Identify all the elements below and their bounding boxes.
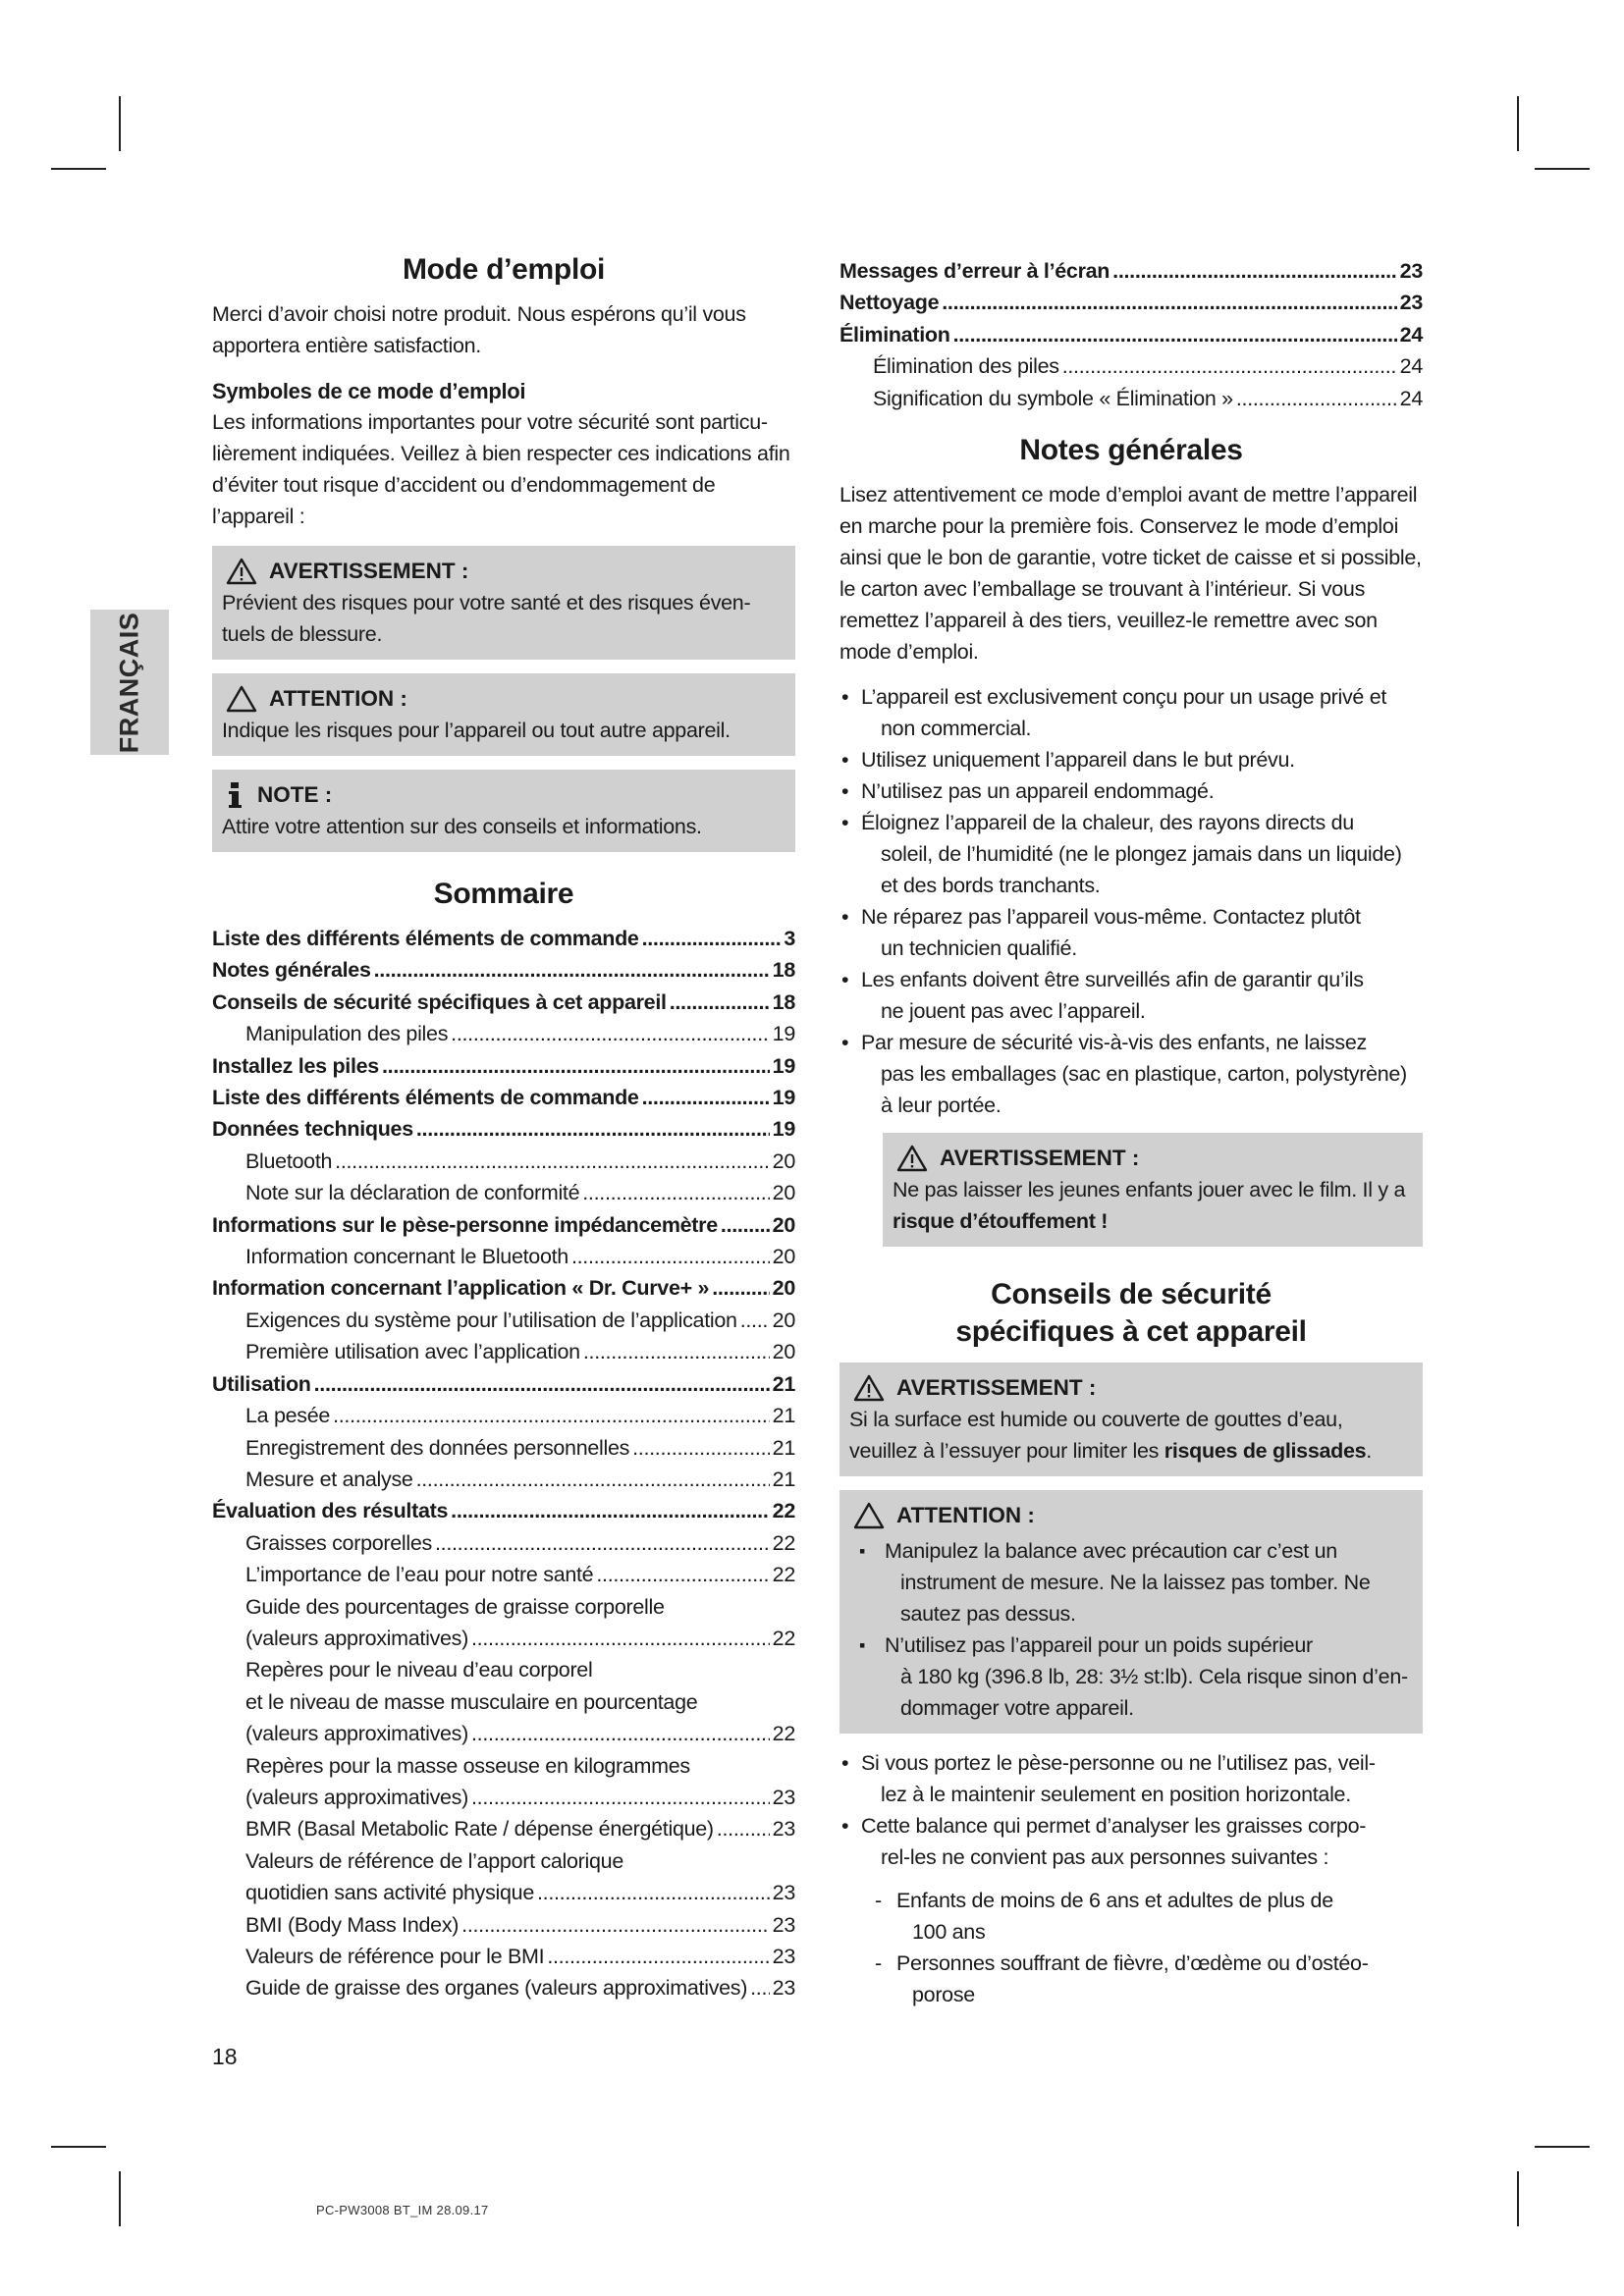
bullet-item-line: soleil, de l’humidité (ne le plongez jamais dans un liquide) bbox=[881, 842, 1402, 867]
bullet-item-line: Éloignez l’appareil de la chaleur, des rayons directs du bbox=[861, 811, 1354, 835]
toc-leader-dots bbox=[451, 1018, 770, 1049]
bullet-item bbox=[839, 1747, 1423, 1810]
safety-list bbox=[839, 1747, 1423, 1873]
footer-code: PC-PW3008 BT_IM 28.09.17 bbox=[316, 2203, 489, 2217]
toc-entry[interactable] bbox=[212, 1972, 795, 2003]
toc-entry-label: Bluetooth bbox=[245, 1148, 333, 1173]
toc-entry[interactable] bbox=[839, 350, 1423, 382]
bullet-item bbox=[839, 1027, 1423, 1121]
toc-entry[interactable] bbox=[212, 987, 795, 1018]
bullet-item-line: L’appareil est exclusivement conçu pour un usage privé et bbox=[861, 685, 1387, 710]
bullet-item-line: rel-les ne convient pas aux personnes suivantes : bbox=[881, 1845, 1329, 1870]
warning-box-film bbox=[883, 1133, 1423, 1247]
warning-emphasis: risque d’étouffement ! bbox=[893, 1209, 1109, 1234]
toc-entry-label: Information concernant l’application « Dr. Curve+ » bbox=[212, 1276, 710, 1301]
caution-item-line: Manipulez la balance avec précaution car c’est un bbox=[885, 1539, 1337, 1564]
toc-leader-dots bbox=[335, 1146, 770, 1177]
bullet-item-line: N’utilisez pas un appareil endommagé. bbox=[861, 779, 1215, 804]
toc-page-number: 21 bbox=[772, 1467, 795, 1491]
crop-mark bbox=[1535, 2146, 1590, 2148]
right-column bbox=[839, 249, 1423, 2010]
caution-item-line: à 180 kg (396.8 lb, 28: 3½ st:lb). Cela risque sinon d’en- bbox=[900, 1665, 1408, 1689]
toc-entry[interactable] bbox=[212, 1050, 795, 1082]
toc-entry[interactable] bbox=[212, 1018, 795, 1049]
toc-entry[interactable] bbox=[839, 383, 1423, 414]
notes-title: Notes générales bbox=[1019, 434, 1243, 467]
crop-mark bbox=[51, 2146, 106, 2148]
caution-item-line: sautez pas dessus. bbox=[900, 1602, 1076, 1627]
toc-entry-label: Notes générales bbox=[212, 958, 371, 983]
toc-entry-label: Messages d’erreur à l’écran bbox=[839, 259, 1110, 283]
language-side-tab bbox=[90, 610, 169, 755]
toc-page-number: 23 bbox=[772, 1945, 795, 1968]
toc-entry[interactable] bbox=[212, 1305, 795, 1336]
toc-page-number: 21 bbox=[772, 1404, 795, 1428]
warning-label: AVERTISSEMENT : bbox=[940, 1146, 1140, 1171]
safety-title-line-2: spécifiques à cet appareil bbox=[955, 1315, 1307, 1349]
table-of-contents bbox=[212, 923, 795, 2004]
page-title: Mode d’emploi bbox=[402, 253, 606, 286]
toc-entry-label: Installez les piles bbox=[212, 1053, 379, 1078]
warning-box bbox=[212, 546, 795, 660]
toc-leader-dots bbox=[1112, 255, 1397, 287]
caution-item bbox=[849, 1629, 1411, 1724]
toc-leader-dots bbox=[632, 1432, 770, 1464]
toc-entry-label: Première utilisation avec l’application bbox=[245, 1340, 580, 1364]
toc-entry-label: Enregistrement des données personnelles bbox=[245, 1435, 630, 1460]
bullet-item-line: à leur portée. bbox=[881, 1094, 1001, 1118]
toc-page-number: 23 bbox=[772, 1881, 795, 1905]
warning-text: Si la surface est humide ou couverte de gouttes d’eau, veuillez à l’essuyer pour limiter les risques de glissades. bbox=[849, 1408, 1372, 1464]
bullet-item-line: pas les emballages (sac en plastique, carton, polystyrène) bbox=[881, 1062, 1407, 1087]
note-text: Attire votre attention sur des conseils et informations. bbox=[222, 815, 702, 838]
toc-leader-dots bbox=[721, 1209, 770, 1241]
toc-entry[interactable] bbox=[212, 1368, 795, 1400]
toc-entry[interactable] bbox=[212, 1623, 795, 1654]
page-number: 18 bbox=[212, 2044, 238, 2069]
toc-leader-dots bbox=[314, 1368, 770, 1400]
toc-entry[interactable] bbox=[212, 1209, 795, 1241]
warning-box-slip bbox=[839, 1362, 1423, 1476]
toc-title: Sommaire bbox=[433, 878, 574, 910]
toc-leader-dots bbox=[461, 1909, 770, 1941]
bullet-item-line: Par mesure de sécurité vis-à-vis des enfants, ne laissez bbox=[861, 1031, 1367, 1055]
caution-box-handling bbox=[839, 1490, 1423, 1734]
crop-mark bbox=[119, 96, 121, 151]
toc-leader-dots bbox=[451, 1495, 770, 1526]
toc-entry[interactable] bbox=[212, 1272, 795, 1304]
toc-page-number: 22 bbox=[772, 1499, 795, 1523]
bullet-item bbox=[839, 901, 1423, 964]
toc-entry-label: (valeurs approximatives) bbox=[245, 1626, 468, 1650]
bullet-item-line: lez à le maintenir seulement en position horizontale. bbox=[881, 1783, 1351, 1807]
toc-page-number: 19 bbox=[772, 1086, 795, 1110]
caution-text: Indique les risques pour l’appareil ou tout autre appareil. bbox=[222, 719, 731, 742]
toc-page-number: 24 bbox=[1399, 386, 1423, 410]
caution-item-line: dommager votre appareil. bbox=[900, 1696, 1134, 1721]
bullet-item-line: un technicien qualifié. bbox=[881, 936, 1077, 961]
note-label: NOTE : bbox=[257, 782, 333, 807]
bullet-item-line: Ne réparez pas l’appareil vous-même. Contactez plutôt bbox=[861, 905, 1361, 930]
dash-item bbox=[873, 1948, 1423, 2010]
warning-label: AVERTISSEMENT : bbox=[896, 1375, 1097, 1401]
crop-mark bbox=[1517, 2171, 1519, 2226]
bullet-item-line: ne jouent pas avec l’appareil. bbox=[881, 999, 1146, 1024]
toc-entry[interactable] bbox=[212, 1782, 795, 1813]
toc-leader-dots bbox=[582, 1177, 769, 1208]
toc-entry-line: et le niveau de masse musculaire en pourcentage bbox=[245, 1689, 698, 1714]
toc-page-number: 20 bbox=[772, 1340, 795, 1364]
toc-page-number: 22 bbox=[772, 1626, 795, 1650]
toc-entry[interactable] bbox=[212, 1113, 795, 1145]
toc-page-number: 20 bbox=[772, 1308, 795, 1332]
caution-triangle-icon bbox=[226, 685, 257, 713]
toc-leader-dots bbox=[471, 1718, 770, 1749]
toc-entry-label: Liste des différents éléments de commande bbox=[212, 1086, 639, 1110]
warning-icon bbox=[226, 558, 257, 585]
toc-entry-label: Information concernant le Bluetooth bbox=[245, 1245, 568, 1269]
toc-page-number: 20 bbox=[772, 1181, 795, 1205]
toc-leader-dots bbox=[642, 923, 782, 954]
caution-list bbox=[849, 1535, 1411, 1724]
toc-leader-dots bbox=[712, 1272, 769, 1304]
warning-emphasis: risques de glissades bbox=[1164, 1439, 1367, 1464]
toc-page-number: 20 bbox=[772, 1245, 795, 1269]
toc-entry[interactable] bbox=[212, 1146, 795, 1177]
toc-leader-dots bbox=[942, 287, 1396, 318]
toc-leader-dots bbox=[670, 987, 770, 1018]
toc-page-number: 22 bbox=[772, 1530, 795, 1555]
warning-icon bbox=[853, 1374, 885, 1402]
toc-entry-label: Conseils de sécurité spécifiques à cet appareil bbox=[212, 989, 667, 1014]
toc-leader-dots bbox=[717, 1813, 770, 1844]
toc-entry-line: Repères pour la masse osseuse en kilogrammes bbox=[245, 1753, 690, 1778]
toc-leader-dots bbox=[642, 1082, 770, 1113]
toc-entry[interactable] bbox=[212, 1527, 795, 1559]
toc-page-number: 24 bbox=[1399, 354, 1423, 379]
table-of-contents-continued bbox=[839, 255, 1423, 414]
toc-page-number: 21 bbox=[772, 1435, 795, 1460]
toc-page-number: 19 bbox=[772, 1022, 795, 1046]
toc-leader-dots bbox=[571, 1241, 770, 1272]
warning-icon bbox=[896, 1145, 928, 1172]
toc-page-number: 18 bbox=[772, 989, 795, 1014]
toc-page-number: 19 bbox=[772, 1053, 795, 1078]
bullet-item bbox=[839, 681, 1423, 744]
caution-item bbox=[849, 1535, 1411, 1629]
toc-entry-label: Liste des différents éléments de commande bbox=[212, 927, 639, 950]
toc-page-number: 22 bbox=[772, 1563, 795, 1587]
toc-entry[interactable] bbox=[212, 954, 795, 986]
toc-entry-label: Graisses corporelles bbox=[245, 1530, 432, 1555]
bullet-item bbox=[839, 775, 1423, 807]
symbols-text: Les informations importantes pour votre sécurité sont particulièrement indiquées. Veillez à bien respecter ces indications afin d’éviter tout risque d’accident ou d’endommagement de l’appareil : bbox=[212, 410, 790, 528]
toc-entry-label: Données techniques bbox=[212, 1117, 413, 1142]
toc-entry-label: Mesure et analyse bbox=[245, 1467, 413, 1491]
toc-entry[interactable] bbox=[212, 1400, 795, 1431]
toc-entry-line: Guide des pourcentages de graisse corporelle bbox=[245, 1594, 665, 1619]
toc-leader-dots bbox=[382, 1050, 770, 1082]
crop-mark bbox=[119, 2171, 121, 2226]
toc-leader-dots bbox=[1062, 350, 1397, 382]
bullet-item-line: non commercial. bbox=[881, 717, 1032, 741]
toc-leader-dots bbox=[333, 1400, 770, 1431]
notes-text: Lisez attentivement ce mode d’emploi avant de mettre l’appareil en marche pour la première fois. Conservez le mode d’emploi ainsi que le bon de garantie, votre ticket de caisse et si possible, le carton avec l’emballage se trouvant à l’intérieur. Si vous remettez l’appareil à des tiers, veuillez-le remettre avec son mode d’emploi. bbox=[839, 483, 1422, 665]
warning-text: Ne pas laisser les jeunes enfants jouer avec le film. Il y a risque d’étouffement ! bbox=[893, 1178, 1406, 1234]
toc-entry-label: Nettoyage bbox=[839, 291, 940, 315]
caution-triangle-icon bbox=[853, 1502, 885, 1529]
toc-entry-label: quotidien sans activité physique bbox=[245, 1881, 534, 1905]
bullet-item bbox=[839, 1810, 1423, 1873]
toc-entry-label: Manipulation des piles bbox=[245, 1022, 449, 1046]
toc-page-number: 23 bbox=[772, 1976, 795, 2001]
bullet-item-line: Cette balance qui permet d’analyser les graisses corpo- bbox=[861, 1814, 1367, 1839]
toc-entry-label: BMI (Body Mass Index) bbox=[245, 1912, 460, 1937]
toc-entry[interactable] bbox=[212, 923, 795, 954]
toc-page-number: 23 bbox=[772, 1785, 795, 1809]
toc-entry[interactable] bbox=[212, 1336, 795, 1367]
warning-text: Prévient des risques pour votre santé et des risques éventuels de blessure. bbox=[222, 591, 751, 646]
bullet-item-line: Si vous portez le pèse-personne ou ne l’utilisez pas, veil- bbox=[861, 1751, 1376, 1776]
caution-label: ATTENTION : bbox=[896, 1503, 1035, 1528]
toc-entry[interactable] bbox=[839, 319, 1423, 350]
bullet-item bbox=[839, 807, 1423, 901]
toc-entry[interactable] bbox=[212, 1909, 795, 1941]
crop-mark bbox=[1535, 168, 1590, 170]
left-column bbox=[212, 249, 795, 2004]
note-box bbox=[212, 770, 795, 852]
toc-entry-label: Élimination bbox=[839, 322, 950, 347]
safety-title bbox=[839, 1276, 1423, 1351]
toc-page-number: 20 bbox=[772, 1276, 795, 1301]
toc-entry[interactable] bbox=[839, 287, 1423, 318]
toc-page-number: 23 bbox=[1399, 259, 1423, 283]
toc-page-number: 23 bbox=[772, 1912, 795, 1937]
bullet-item bbox=[839, 744, 1423, 775]
toc-entry[interactable] bbox=[212, 1941, 795, 1972]
toc-entry[interactable] bbox=[212, 1495, 795, 1526]
toc-leader-dots bbox=[435, 1527, 770, 1559]
toc-leader-dots bbox=[740, 1305, 770, 1336]
toc-leader-dots bbox=[596, 1559, 769, 1590]
warning-label: AVERTISSEMENT : bbox=[269, 559, 469, 583]
dash-item-line: 100 ans bbox=[912, 1920, 986, 1945]
toc-entry-label: BMR (Basal Metabolic Rate / dépense énergétique) bbox=[245, 1817, 714, 1842]
dash-item-line: Enfants de moins de 6 ans et adultes de plus de bbox=[896, 1889, 1333, 1913]
toc-leader-dots bbox=[750, 1972, 770, 2003]
toc-entry[interactable] bbox=[212, 1464, 795, 1495]
toc-entry[interactable] bbox=[212, 1877, 795, 1908]
toc-leader-dots bbox=[953, 319, 1397, 350]
intro-text: Merci d’avoir choisi notre produit. Nous espérons qu’il vous apportera entière satisfaction. bbox=[212, 302, 746, 357]
symbols-heading: Symboles de ce mode d’emploi bbox=[212, 379, 526, 403]
toc-leader-dots bbox=[537, 1877, 770, 1908]
caution-item-line: N’utilisez pas l’appareil pour un poids supérieur bbox=[885, 1633, 1313, 1658]
toc-leader-dots bbox=[547, 1941, 769, 1972]
toc-entry-label: Évaluation des résultats bbox=[212, 1499, 449, 1523]
caution-label: ATTENTION : bbox=[269, 686, 407, 711]
safety-title-line-1: Conseils de sécurité bbox=[991, 1278, 1272, 1311]
toc-entry-label: Guide de graisse des organes (valeurs approximatives) bbox=[245, 1976, 748, 2001]
toc-entry-label: Exigences du système pour l’utilisation de l’application bbox=[245, 1308, 737, 1332]
bullet-item bbox=[839, 964, 1423, 1027]
toc-entry[interactable] bbox=[212, 1177, 795, 1208]
toc-entry-label: Valeurs de référence pour le BMI bbox=[245, 1945, 545, 1968]
toc-leader-dots bbox=[471, 1782, 770, 1813]
bullet-item-line: Les enfants doivent être surveillés afin de garantir qu’ils bbox=[861, 968, 1364, 992]
toc-leader-dots bbox=[1236, 383, 1397, 414]
toc-entry[interactable] bbox=[212, 1559, 795, 1590]
toc-entry-label: La pesée bbox=[245, 1404, 331, 1428]
toc-page-number: 19 bbox=[772, 1117, 795, 1142]
toc-entry[interactable] bbox=[212, 1241, 795, 1272]
toc-leader-dots bbox=[416, 1113, 770, 1145]
toc-entry-label: L’importance de l’eau pour notre santé bbox=[245, 1563, 594, 1587]
toc-leader-dots bbox=[471, 1623, 770, 1654]
toc-page-number: 21 bbox=[772, 1371, 795, 1396]
toc-entry-label: Note sur la déclaration de conformité bbox=[245, 1181, 580, 1205]
toc-entry-label: Informations sur le pèse-personne impédancemètre bbox=[212, 1212, 718, 1237]
toc-page-number: 23 bbox=[1399, 291, 1423, 315]
toc-entry-label: (valeurs approximatives) bbox=[245, 1722, 468, 1746]
toc-leader-dots bbox=[583, 1336, 770, 1367]
language-label: FRANÇAIS bbox=[114, 612, 144, 753]
toc-page-number: 22 bbox=[772, 1722, 795, 1746]
toc-leader-dots bbox=[416, 1464, 770, 1495]
toc-entry-label: Utilisation bbox=[212, 1371, 311, 1396]
toc-entry[interactable] bbox=[212, 1082, 795, 1113]
toc-entry[interactable] bbox=[839, 255, 1423, 287]
toc-page-number: 20 bbox=[772, 1148, 795, 1173]
bullet-item-line: et des bords tranchants. bbox=[881, 874, 1101, 898]
toc-page-number: 3 bbox=[784, 927, 795, 950]
dash-item-line: Personnes souffrant de fièvre, d’œdème ou d’ostéo- bbox=[896, 1951, 1369, 1976]
toc-page-number: 23 bbox=[772, 1817, 795, 1842]
toc-entry[interactable] bbox=[212, 1718, 795, 1749]
caution-box bbox=[212, 673, 795, 756]
general-notes-list bbox=[839, 681, 1423, 1121]
toc-entry-line: Valeurs de référence de l’apport calorique bbox=[245, 1848, 623, 1873]
toc-leader-dots bbox=[374, 954, 770, 986]
caution-item-line: instrument de mesure. Ne la laissez pas tomber. Ne bbox=[900, 1571, 1371, 1595]
toc-entry[interactable] bbox=[212, 1813, 795, 1844]
dash-item-line: porose bbox=[912, 1983, 975, 2007]
toc-entry-line: Repères pour le niveau d’eau corporel bbox=[245, 1658, 593, 1682]
toc-page-number: 20 bbox=[772, 1212, 795, 1237]
toc-entry-label: (valeurs approximatives) bbox=[245, 1785, 468, 1809]
toc-page-number: 18 bbox=[772, 958, 795, 983]
toc-entry[interactable] bbox=[212, 1432, 795, 1464]
crop-mark bbox=[1517, 96, 1519, 151]
excluded-persons-list bbox=[839, 1885, 1423, 2010]
dash-item bbox=[873, 1885, 1423, 1948]
crop-mark bbox=[51, 168, 106, 170]
toc-entry-label: Signification du symbole « Élimination » bbox=[873, 386, 1233, 410]
toc-page-number: 24 bbox=[1399, 322, 1423, 347]
toc-entry-label: Élimination des piles bbox=[873, 354, 1059, 379]
info-icon bbox=[226, 781, 245, 809]
bullet-item-line: Utilisez uniquement l’appareil dans le but prévu. bbox=[861, 748, 1295, 773]
